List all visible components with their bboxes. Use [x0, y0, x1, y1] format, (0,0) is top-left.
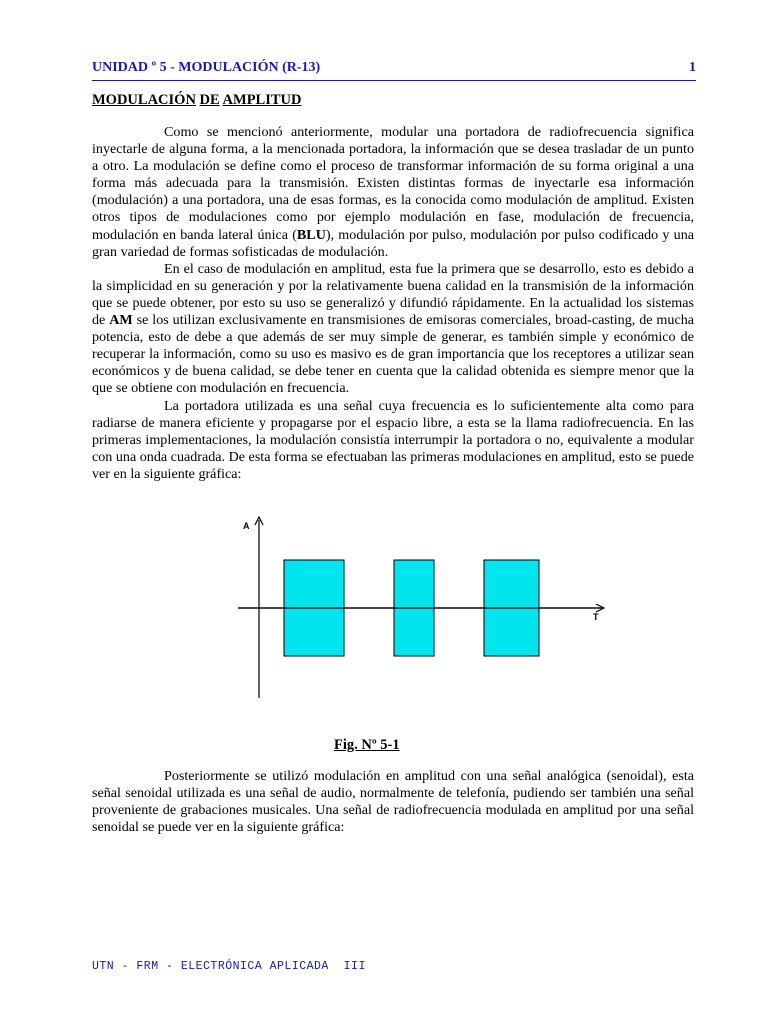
section-title — [92, 92, 301, 109]
am-term: AM — [109, 312, 133, 329]
page-header — [92, 60, 696, 76]
figure-caption: Fig. Nº 5-1 — [334, 737, 400, 753]
paragraph-2-text-a: En el caso de modulación en amplitud, esta fue la primera que se desarrollo, esto es debido a la simplicidad en su generación y por la relativamente buena calidad en la transmisión de la información que se puede obtener, por esto su uso se generalizó y difundió rápidamente. En la actualidad los sistemas de — [92, 260, 694, 329]
paragraph-4: Posteriormente se utilizó modulación en amplitud con una señal analógica (senoidal), esta señal senoidal utilizada es una señal de audio, normalmente de telefonía, pudiendo ser también una señal proveniente de grabaciones musicales. Una señal de radiofrecuencia modulada en amplitud por una señal senoidal se puede ver en la siguiente gráfica: — [92, 768, 694, 836]
header-divider — [92, 80, 696, 81]
paragraph-2-text-b: se los utilizan exclusivamente en transmisiones de emisoras comerciales, broad-casting, de mucha potencia, esto de debe a que además de ser muy simple de generar, es también simple y económico de recuperar la información, como su uso es masivo es de gran importancia que los receptores a utilizar sean económicos y de buena calidad, se debe tener en cuenta que la calidad obtenida es siempre menor que la que se obtiene con modulación en frecuencia. — [92, 312, 695, 397]
section-title-word-2: DE — [199, 92, 220, 108]
paragraph-3: La portadora utilizada es una señal cuya frecuencia es lo suficientemente alta como para radiarse de manera eficiente y propagarse por el espacio libre, a esta se la llama radiofrecuencia. En las primeras implementaciones, la modulación consistía interrumpir la portadora o no, equivalente a modular con una onda cuadrada. De esta forma se efectuaban las primeras modulaciones en amplitud, esto se puede ver en la siguiente gráfica: — [92, 397, 694, 482]
page-number: 1 — [689, 60, 696, 75]
paragraph-1-end: ), modulación por pulso, modulación por pulso codificado y una gran variedad de formas sofisticadas de modulación. — [92, 226, 695, 260]
blu-term: BLU — [296, 226, 326, 243]
header-title: UNIDAD º 5 - MODULACIÓN (R-13) — [92, 60, 321, 75]
pulse-group — [238, 560, 602, 656]
paragraph-1 — [92, 124, 694, 261]
page-footer: UTN - FRM - ELECTRÓNICA APLICADA III — [92, 960, 366, 973]
figure-square-wave-modulation — [230, 512, 620, 702]
x-axis-label: T — [593, 612, 599, 622]
section-title-word-3: AMPLITUD — [222, 92, 302, 108]
body-text — [92, 124, 694, 483]
section-title-word-1: MODULACIÓN — [92, 92, 196, 108]
body-text-continued — [92, 768, 694, 836]
y-axis-label: A — [243, 521, 250, 531]
paragraph-1-text: Como se mencionó anteriormente, modular una portadora de radiofrecuencia significa inyectarle de alguna forma, a la mencionada portadora, la información que se desea trasladar de un punto a otro. La modulación se define como el proceso de transformar información de su forma original a una forma más adecuada para la transmisión. Existen distintas formas de inyectarle esa información (modulación) a una portadora, una de esas formas, es la conocida como modulación de amplitud. Existen otros tipos de modulaciones como por ejemplo modulación en fase, modulación de frecuencia, modulación en banda lateral única ( — [92, 124, 694, 243]
paragraph-2 — [92, 261, 694, 398]
